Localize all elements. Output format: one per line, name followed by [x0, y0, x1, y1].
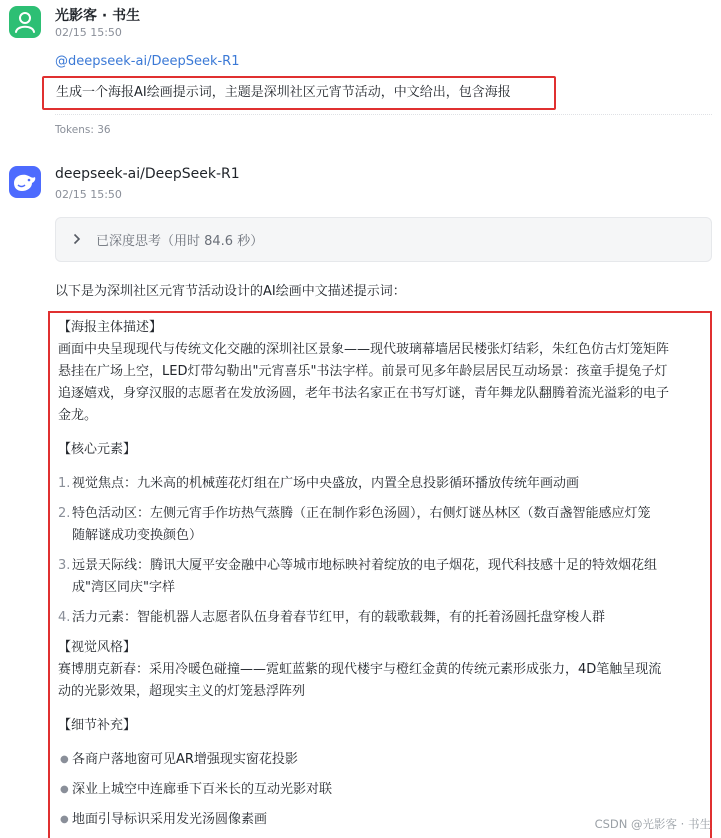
list-item-text: 地面引导标识采用发光汤圆像素画	[72, 812, 268, 827]
section-title-detail: 【细节补充】	[58, 718, 137, 733]
list-item	[58, 749, 706, 771]
list-number: 3.	[58, 558, 71, 573]
section-title-core: 【核心元素】	[58, 442, 137, 457]
list-item-text: 活力元素：智能机器人志愿者队伍身着春节红甲，有的载歌载舞，有的托着汤圆托盘穿梭人群	[72, 610, 606, 625]
whale-icon	[9, 166, 41, 198]
main-line: 悬挂在广场上空，LED灯带勾勒出"元宵喜乐"书法字样。前景可见多年龄层居民互动场景：孩童手提兔子灯	[58, 364, 668, 379]
list-number: 2.	[58, 506, 71, 521]
user-avatar	[9, 6, 41, 38]
divider	[55, 114, 712, 115]
section-title-main: 【海报主体描述】	[58, 320, 163, 335]
chevron-right-icon	[73, 233, 81, 248]
bullet-icon: ●	[60, 784, 69, 795]
bot-message-time: 02/15 15:50	[55, 188, 122, 201]
token-count: Tokens: 36	[55, 124, 111, 136]
bot-avatar	[9, 166, 41, 198]
answer-intro: 以下是为深圳社区元宵节活动设计的AI绘画中文描述提示词：	[55, 284, 406, 299]
list-item-text: 视觉焦点：九米高的机械莲花灯组在广场中央盛放，内置全息投影循环播放传统年画动画	[72, 476, 580, 491]
list-item-text: 各商户落地窗可见AR增强现实窗花投影	[72, 752, 298, 767]
list-item-text: 特色活动区：左侧元宵手作坊热气蒸腾（正在制作彩色汤圆），右侧灯谜丛林区（数百盏智能感应灯笼	[72, 506, 651, 521]
core-list	[58, 473, 706, 629]
user-message-time: 02/15 15:50	[55, 26, 122, 39]
list-item-text: 成"湾区同庆"字样	[72, 580, 175, 595]
style-line: 赛博朋克新春：采用冷暖色碰撞——霓虹蓝紫的现代楼宇与橙红金黄的传统元素形成张力，4D笔触呈现流	[58, 662, 662, 677]
user-name: 光影客 · 书生	[55, 8, 141, 24]
person-icon	[9, 6, 41, 38]
main-line: 金龙。	[58, 408, 98, 423]
list-item	[58, 473, 706, 495]
bullet-icon: ●	[60, 814, 69, 825]
answer-box	[48, 311, 712, 838]
main-line: 追逐嬉戏，身穿汉服的志愿者在发放汤圆，老年书法名家正在书写灯谜，青年舞龙队翻腾着流光溢彩的电子	[58, 386, 670, 401]
list-item-text: 深业上城空中连廊垂下百米长的互动光影对联	[72, 782, 333, 797]
watermark: CSDN @光影客 · 书生	[594, 817, 711, 831]
thinking-toggle[interactable]	[55, 217, 712, 262]
style-line: 动的光影效果，超现实主义的灯笼悬浮阵列	[58, 684, 306, 699]
list-number: 1.	[58, 476, 71, 491]
bot-name: deepseek-ai/DeepSeek-R1	[55, 166, 240, 182]
mention-link[interactable]: @deepseek-ai/DeepSeek-R1	[55, 54, 240, 69]
list-number: 4.	[58, 610, 71, 625]
list-item	[58, 503, 706, 547]
list-item	[58, 779, 706, 801]
list-item-text: 远景天际线：腾讯大厦平安金融中心等城市地标映衬着绽放的电子烟花，现代科技感十足的特效烟花组	[72, 558, 658, 573]
list-item	[58, 555, 706, 599]
list-item-text: 随解谜成功变换颜色）	[72, 528, 203, 543]
main-line: 画面中央呈现现代与传统文化交融的深圳社区景象——现代玻璃幕墙居民楼张灯结彩，朱红色仿古灯笼矩阵	[58, 342, 670, 357]
section-title-style: 【视觉风格】	[58, 640, 137, 655]
thinking-label: 已深度思考（用时 84.6 秒）	[96, 234, 264, 249]
prompt-text: 生成一个海报AI绘画提示词，主题是深圳社区元宵节活动，中文给出，包含海报	[42, 76, 556, 110]
list-item	[58, 607, 706, 629]
bullet-icon: ●	[60, 754, 69, 765]
